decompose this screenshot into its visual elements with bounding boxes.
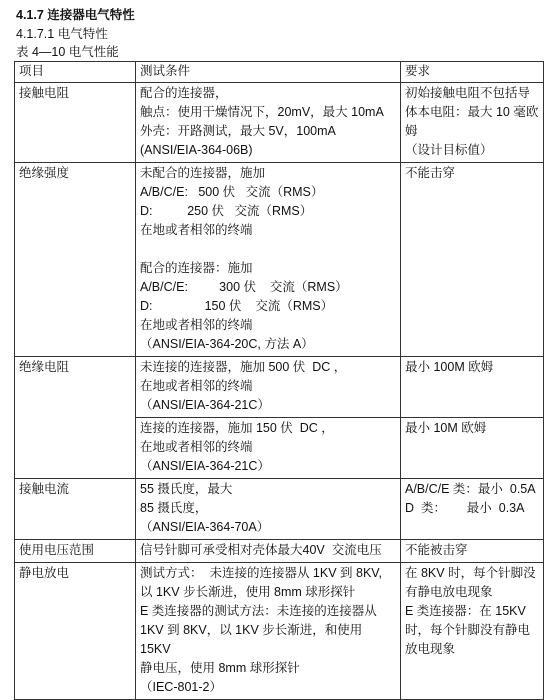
item-cell: 接触电阻: [15, 83, 136, 163]
requirement-cell: A/B/C/E 类：最小 0.5A D 类： 最小 0.3A: [401, 479, 544, 540]
table-row: [15, 83, 544, 163]
condition-cell: 未配合的连接器，施加 A/B/C/E: 500 伏 交流（RMS） D: 250 伏 交流（RMS） 在地或者相邻的终端 配合的连接器：施加 A/B/C/E: 300 伏 交流（RMS） D: 150 伏 交流（RMS） 在地或者相邻的终端 （ANSI/EIA-364-20C, 方法 A）: [136, 163, 401, 357]
requirement-cell: 最小 10M 欧姆: [401, 418, 544, 479]
item-cell: 静电放电: [15, 563, 136, 700]
subsection-heading: 4.1.7.1 电气特性: [16, 27, 108, 41]
column-header-item: 项目: [15, 62, 136, 83]
condition-cell: 配合的连接器， 触点：使用干燥情况下，20mV，最大 10mA 外壳：开路测试，最大 5V，100mA (ANSI/EIA-364-06B): [136, 83, 401, 163]
electrical-performance-table: [14, 61, 544, 700]
table-row: [15, 540, 544, 563]
item-cell: 绝缘电阻: [15, 357, 136, 479]
item-cell: 接触电流: [15, 479, 136, 540]
column-header-condition: 测试条件: [136, 62, 401, 83]
column-header-requirement: 要求: [401, 62, 544, 83]
table-row: [15, 357, 544, 418]
condition-cell: 未连接的连接器，施加 500 伏 DC ， 在地或者相邻的终端 （ANSI/EIA-364-21C）: [136, 357, 401, 418]
requirement-cell: 不能击穿: [401, 163, 544, 357]
condition-cell: 连接的连接器，施加 150 伏 DC ， 在地或者相邻的终端 （ANSI/EIA-364-21C）: [136, 418, 401, 479]
requirement-cell: 初始接触电阻不包括导体本电阻：最大 10 毫欧姆 （设计目标值）: [401, 83, 544, 163]
item-cell: 使用电压范围: [15, 540, 136, 563]
table-header-row: [15, 62, 544, 83]
requirement-cell: 在 8KV 时，每个针脚没有静电放电现象 E 类连接器：在 15KV 时，每个针脚没有静电放电现象: [401, 563, 544, 700]
requirement-cell: 最小 100M 欧姆: [401, 357, 544, 418]
condition-cell: 测试方式： 未连接的连接器从 1KV 到 8KV, 以 1KV 步长渐进，使用 8mm 球形探针 E 类连接器的测试方法：未连接的连接器从 1KV 到 8KV，以 1KV 步长渐进，和使用 15KV 静电压，使用 8mm 球形探针 （IEC-801-2）: [136, 563, 401, 700]
condition-cell: 信号针脚可承受相对壳体最大40V 交流电压: [136, 540, 401, 563]
requirement-cell: 不能被击穿: [401, 540, 544, 563]
item-cell: 绝缘强度: [15, 163, 136, 357]
condition-cell: 55 摄氏度，最大 85 摄氏度， （ANSI/EIA-364-70A）: [136, 479, 401, 540]
table-caption: 表 4—10 电气性能: [16, 45, 119, 59]
table-row: [15, 563, 544, 700]
table-row: [15, 163, 544, 357]
section-heading: 4.1.7 连接器电气特性: [16, 8, 135, 22]
table-row: [15, 479, 544, 540]
